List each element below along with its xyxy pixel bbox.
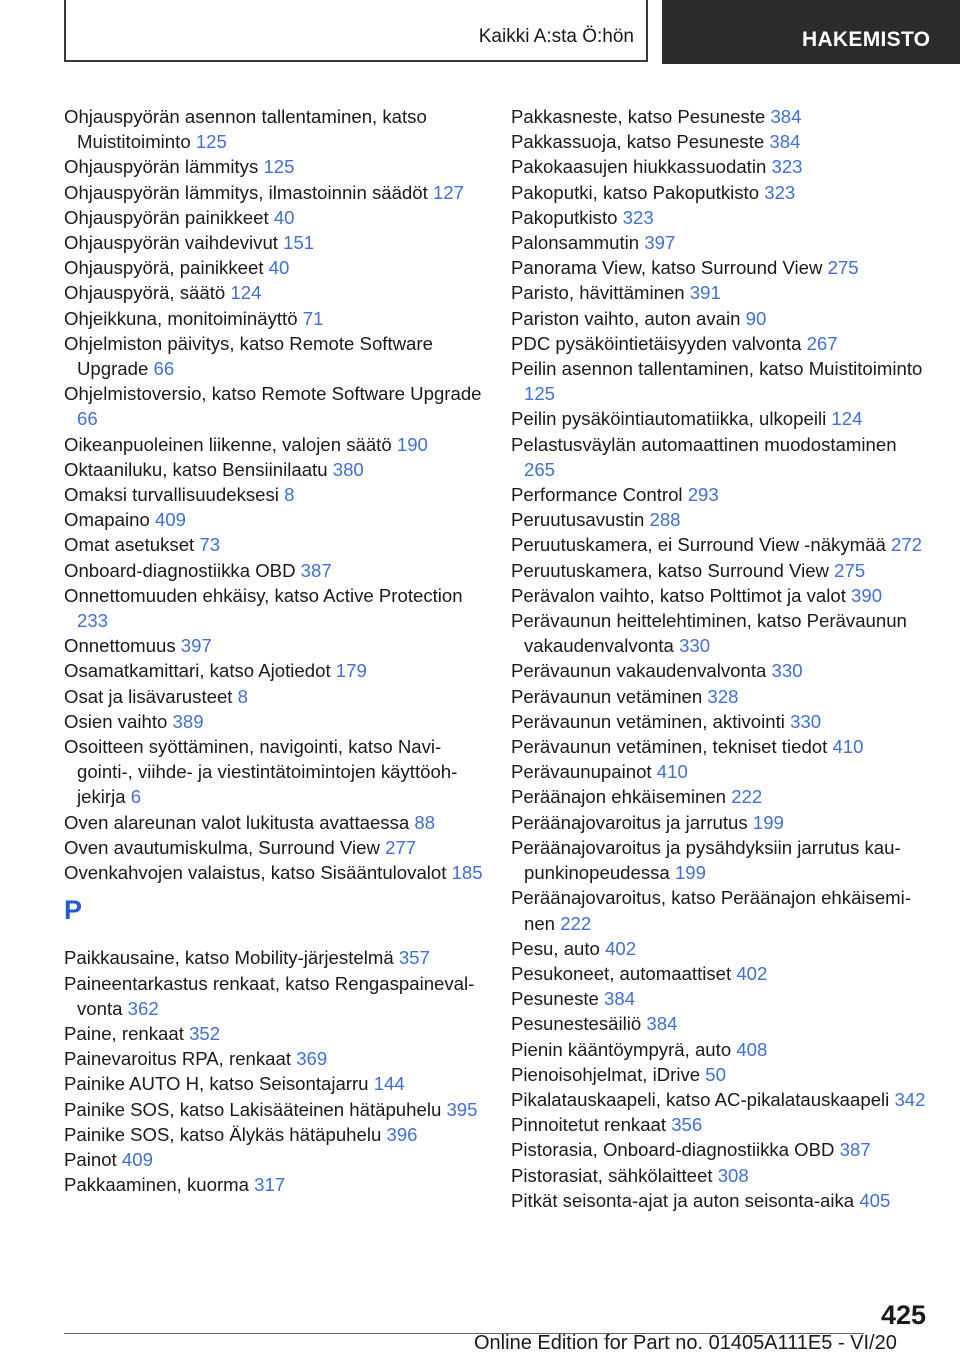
page-reference-link[interactable]: 397 [180,635,212,657]
index-entry [64,381,484,431]
index-entry [511,1087,931,1112]
index-entry [511,205,931,230]
entry-text: Perävaunun vetäminen, aktivointi [511,710,791,732]
index-entry [511,532,931,557]
entry-text: Osien vaihto [64,710,173,732]
index-entry [64,280,484,305]
index-entry [511,1011,931,1036]
entry-text: Pakoputkisto [511,206,623,228]
entry-text: Ohjauspyörä, painikkeet [64,257,269,279]
index-entry [64,558,484,583]
entry-text: Perävaunupainot [511,761,657,783]
page-number: 425 [880,1300,926,1330]
page-reference-link[interactable]: 124 [831,408,863,430]
entry-text: Ohjelmistoversio, katso Remote Software Upgrade [64,383,482,405]
entry-text: Oktaaniluku, katso Bensiinilaatu [64,458,333,480]
index-entry [64,1046,484,1071]
index-entry [64,1172,484,1197]
index-entry [64,482,484,507]
index-entry [511,129,931,154]
index-entry [64,230,484,255]
entry-text: Peruutuskamera, katso Surround View [511,559,835,581]
entry-text: Pesu, auto [511,937,606,959]
index-entry [511,306,931,331]
index-entry [511,986,931,1011]
entry-text: Peräänajovaroitus ja jarrutus [511,811,753,833]
entry-text: Pariston vaihto, auton avain [511,307,746,329]
entry-text: Osamatkamittari, katso Ajotiedot [64,660,336,682]
entry-text: Paine, renkaat [64,1022,190,1044]
page-reference-link[interactable]: 330 [679,635,711,657]
page-reference-link[interactable]: 233 [77,610,109,632]
index-entry [64,945,484,970]
page-reference-link[interactable]: 402 [736,962,768,984]
entry-text: Peruutuskamera, ei Surround View -näkymää [511,534,891,556]
entry-text: Pistorasia, Onboard-diagnostiikka OBD [511,1139,840,1161]
index-group-p [64,945,484,1197]
entry-text: Oven alareunan valot lukitusta avattaessa [64,811,415,833]
entry-text: Painike SOS, katso Lakisääteinen hätäpuhelu [64,1098,447,1120]
index-entry [511,835,931,885]
entry-text: Pikalatauskaapeli, katso AC-pikalatauskaapeli [511,1088,895,1110]
entry-text: Oikeanpuoleinen liikenne, valojen säätö [64,433,397,455]
entry-text: PDC pysäköintietäisyyden valvonta [511,332,807,354]
left-column [64,104,484,1197]
entry-text: Pistorasiat, sähkölaitteet [511,1164,718,1186]
index-entry [511,1137,931,1162]
index-entry [511,154,931,179]
index-entry [511,885,931,935]
entry-text: Peräänajovaroitus, katso Peräänajon ehkäiseminen [511,887,912,934]
entry-text: Perävaunun vetäminen [511,685,708,707]
page-reference-link[interactable]: 293 [687,484,719,506]
entry-text: Paineentarkastus renkaat, katso Rengaspainevalvonta [64,972,475,1019]
page-reference-link[interactable]: 151 [283,232,315,254]
entry-text: Pienin kääntöympyrä, auto [511,1038,737,1060]
page-reference-link[interactable]: 144 [373,1073,405,1095]
index-entry [64,860,484,885]
entry-text: Pinnoitetut renkaat [511,1114,672,1136]
index-entry [511,1062,931,1087]
index-entry [511,104,931,129]
entry-text: Painike AUTO H, katso Seisontajarru [64,1073,374,1095]
entry-text: Painot [64,1148,122,1170]
entry-text: Peruutusavustin [511,509,650,531]
index-entry [511,280,931,305]
index-entry [64,1122,484,1147]
section-label: HAKEMISTO [802,28,931,51]
entry-text: Omat asetukset [64,534,200,556]
entry-text: Performance Control [511,484,688,506]
entry-text: Peräänajon ehkäiseminen [511,786,732,808]
page-reference-link[interactable]: 8 [284,484,295,506]
right-column [511,104,931,1213]
page-reference-link[interactable]: 199 [752,811,784,833]
page-reference-link[interactable]: 342 [894,1088,926,1110]
page-reference-link[interactable]: 71 [302,307,324,329]
page-reference-link[interactable]: 402 [605,937,637,959]
entry-text: Osat ja lisävarusteet [64,685,238,707]
page-reference-link[interactable]: 330 [771,660,803,682]
entry-text: Peilin asennon tallentaminen, katso Muistitoiminto [511,358,923,380]
index-entry [511,406,931,431]
entry-text: Ohjelmiston päivitys, katso Remote Software Upgrade [64,332,433,380]
index-tab[interactable] [64,0,648,62]
page-reference-link[interactable]: 185 [451,862,483,884]
page-reference-link[interactable]: 384 [604,988,636,1010]
entry-text: Peräänajovaroitus ja pysähdyksiin jarrutus kaupunkinopeudessa [511,836,901,884]
entry-text: Ohjauspyörän lämmitys [64,156,264,178]
page-reference-link[interactable]: 387 [300,559,332,581]
page-reference-link[interactable]: 384 [769,131,801,153]
page-reference-link[interactable]: 409 [154,509,186,531]
page-reference-link[interactable]: 288 [649,509,681,531]
index-entry [511,734,931,759]
page-reference-link[interactable]: 380 [332,458,364,480]
index-entry [64,205,484,230]
entry-text: Osoitteen syöttäminen, navigointi, katso Navigointi-, viihde- ja viestintätoimintojen käyttöohjekirja [64,736,458,808]
page-reference-link[interactable]: 391 [689,282,721,304]
index-entry [64,1021,484,1046]
index-entry [511,1112,931,1137]
page-reference-link[interactable]: 40 [268,257,290,279]
entry-text: Oven avautumiskulma, Surround View [64,836,386,858]
entry-text: Painike SOS, katso Älykäs hätäpuhelu [64,1123,387,1145]
index-entry [511,180,931,205]
entry-text: Painevaroitus RPA, renkaat [64,1048,297,1070]
index-entry [64,255,484,280]
index-entry [511,482,931,507]
page-reference-link[interactable]: 396 [386,1123,418,1145]
index-entry [64,734,484,810]
page-reference-link[interactable]: 357 [398,947,430,969]
index-entry [64,154,484,179]
index-entry [64,104,484,154]
page-reference-link[interactable]: 387 [839,1139,871,1161]
page-reference-link[interactable]: 384 [646,1013,678,1035]
page-reference-link[interactable]: 328 [707,685,739,707]
entry-text: Ohjauspyörän asennon tallentaminen, katso Muistitoiminto [64,106,427,153]
page-reference-link[interactable]: 124 [230,282,262,304]
entry-text: Ohjauspyörän lämmitys, ilmastoinnin säädöt [64,181,433,203]
page-reference-link[interactable]: 73 [199,534,221,556]
page-reference-link[interactable]: 369 [296,1048,328,1070]
index-entry [511,432,931,482]
index-entry [511,583,931,608]
page-reference-link[interactable]: 199 [674,862,706,884]
page-reference-link[interactable]: 410 [656,761,688,783]
index-entry [511,936,931,961]
index-entry [511,784,931,809]
page-reference-link[interactable]: 90 [745,307,767,329]
tab-label: Kaikki A:sta Ö:hön [478,26,634,47]
page-reference-link[interactable]: 8 [237,685,248,707]
page-reference-link[interactable]: 275 [834,559,866,581]
edition-footer: Online Edition for Part no. 01405A111E5 - VI/20 [474,1332,897,1354]
index-entry [64,432,484,457]
index-entry [511,356,931,406]
page-reference-link[interactable]: 66 [153,358,175,380]
index-entry [511,658,931,683]
page-reference-link[interactable]: 127 [432,181,464,203]
entry-text: Pakoputki, katso Pakoputkisto [511,181,765,203]
page-reference-link[interactable]: 267 [806,332,838,354]
index-entry [511,255,931,280]
letter-heading: P [64,895,83,926]
page-reference-link[interactable]: 125 [524,383,556,405]
entry-text: Pitkät seisonta-ajat ja auton seisonta-aika [511,1189,860,1211]
page-reference-link[interactable]: 323 [764,181,796,203]
page-header [0,0,960,64]
index-entry [511,1188,931,1213]
entry-text: Ohjeikkuna, monitoiminäyttö [64,307,303,329]
page-reference-link[interactable]: 125 [195,131,227,153]
entry-text: Perävaunun vetäminen, tekniset tiedot [511,736,833,758]
page-reference-link[interactable]: 265 [524,458,556,480]
index-entry [64,684,484,709]
entry-text: Perävaunun heittelehtiminen, katso Perävaunun vakaudenvalvonta [511,610,907,657]
index-entry [511,684,931,709]
index-entry [64,971,484,1021]
index-entry [64,507,484,532]
page-reference-link[interactable]: 277 [385,836,417,858]
entry-text: Pakkassuoja, katso Pesuneste [511,131,770,153]
index-group-o [64,104,484,885]
page-reference-link[interactable]: 308 [717,1164,749,1186]
page-reference-link[interactable]: 356 [671,1114,703,1136]
index-entry [64,331,484,381]
page-reference-link[interactable]: 179 [335,660,367,682]
entry-text: Peilin pysäköintiautomatiikka, ulkopeili [511,408,832,430]
page-reference-link[interactable]: 405 [859,1189,891,1211]
entry-text: Pienoisohjelmat, iDrive [511,1063,706,1085]
index-entry [64,1071,484,1096]
entry-text: Onboard-diagnostiikka OBD [64,559,301,581]
page-reference-link[interactable]: 389 [172,710,204,732]
entry-text: Palonsammutin [511,232,645,254]
page-reference-link[interactable]: 384 [770,106,802,127]
page-reference-link[interactable]: 352 [189,1022,221,1044]
entry-text: Onnettomuuden ehkäisy, katso Active Protection [64,584,463,606]
page-reference-link[interactable]: 323 [771,156,803,178]
index-entry [64,1097,484,1122]
entry-text: Perävalon vaihto, katso Polttimot ja valot [511,584,852,606]
page-reference-link[interactable]: 317 [254,1174,286,1196]
index-entry [64,709,484,734]
index-entry [64,306,484,331]
index-entry [64,658,484,683]
entry-text: Pakokaasujen hiukkassuodatin [511,156,772,178]
index-entry [64,583,484,633]
page-reference-link[interactable]: 330 [790,710,822,732]
page-reference-link[interactable]: 222 [560,912,592,934]
page-reference-link[interactable]: 323 [622,206,654,228]
page-reference-link[interactable]: 222 [731,786,763,808]
entry-text: Pesuneste [511,988,605,1010]
page-reference-link[interactable]: 275 [827,257,859,279]
entry-text: Paikkausaine, katso Mobility-järjestelmä [64,947,399,969]
page-reference-link[interactable]: 395 [446,1098,478,1120]
page-reference-link[interactable]: 390 [851,584,883,606]
page-reference-link[interactable]: 125 [263,156,295,178]
entry-text: Panorama View, katso Surround View [511,257,828,279]
page-reference-link[interactable]: 272 [890,534,923,556]
index-entry [64,633,484,658]
index-entry [64,180,484,205]
entry-text: Pelastusväylän automaattinen muodostaminen [511,433,897,455]
entry-text: Pakkaaminen, kuorma [64,1174,255,1196]
entry-text: Pesukoneet, automaattiset [511,962,737,984]
index-entry [64,835,484,860]
entry-text: Omapaino [64,509,155,531]
index-entry [511,558,931,583]
index-entry [511,230,931,255]
index-entry [511,810,931,835]
page-reference-link[interactable]: 40 [273,206,295,228]
entry-text: Onnettomuus [64,635,181,657]
index-entry [64,810,484,835]
index-entry [511,1037,931,1062]
index-group-p-continued [511,104,931,1213]
entry-text: Ovenkahvojen valaistus, katso Sisääntulovalot [64,862,452,884]
page-reference-link[interactable]: 409 [121,1148,153,1170]
entry-text: Pakkasneste, katso Pesuneste [511,106,771,127]
index-entry [64,532,484,557]
index-entry [511,961,931,986]
index-entry [511,608,931,658]
index-entry [511,331,931,356]
index-entry [64,457,484,482]
page-reference-link[interactable]: 190 [396,433,428,455]
entry-text: Ohjauspyörä, säätö [64,282,231,304]
page-reference-link[interactable]: 88 [414,811,436,833]
page-reference-link[interactable]: 50 [705,1063,726,1085]
index-entry [64,1147,484,1172]
page-reference-link[interactable]: 410 [832,736,864,758]
page-reference-link[interactable]: 6 [130,786,142,808]
page-reference-link[interactable]: 397 [644,232,676,254]
entry-text: Paristo, hävittäminen [511,282,690,304]
page-reference-link[interactable]: 362 [127,997,159,1019]
entry-text: Pesunestesäiliö [511,1013,647,1035]
index-entry [511,507,931,532]
page-reference-link[interactable]: 66 [77,408,98,430]
entry-text: Ohjauspyörän painikkeet [64,206,274,228]
entry-text: Ohjauspyörän vaihdevivut [64,232,284,254]
section-tab[interactable] [662,0,960,64]
index-entry [511,1163,931,1188]
index-entry [511,759,931,784]
entry-text: Omaksi turvallisuudeksesi [64,484,285,506]
entry-text: Perävaunun vakaudenvalvonta [511,660,772,682]
page-reference-link[interactable]: 408 [736,1038,768,1060]
index-entry [511,709,931,734]
